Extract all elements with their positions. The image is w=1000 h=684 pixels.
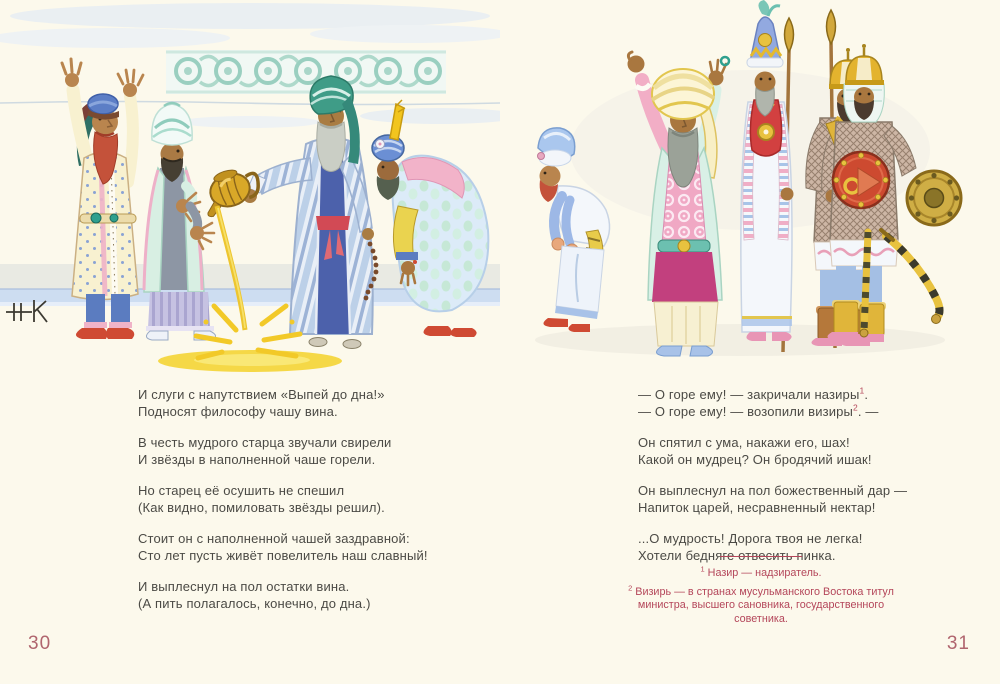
stanza [138,578,428,612]
poem-line: Стоит он с наполненной чашей заздравной: [138,531,410,546]
stanza [638,482,907,516]
footnote-divider [720,556,802,557]
figure-dignitary-tall-hat [741,0,794,341]
left-page-poem [138,386,428,626]
poem-line: — О горе ему! — возопили визиры$^2$. — [638,402,879,419]
poem-line: И слуги с напутствием «Выпей до дна!» [138,387,385,402]
poem-line: (А пить полагалось, конечно, до дна.) [138,596,371,611]
right-page-poem [638,386,907,578]
stanza [138,386,428,420]
poem-line: В честь мудрого старца звучали свирели [138,435,392,450]
footnotes-block [600,556,922,631]
poem-line: Какой он мудрец? Он бродячий ишак! [638,452,872,467]
footnote-mark-1: 1 [859,385,865,396]
poem-line: — О горе ему! — закричали назиры$^1$. [638,385,869,402]
poem-line: И выплеснул на пол остатки вина. [138,579,350,594]
stanza [138,482,428,516]
poem-line: Но старец её осушить не спешил [138,483,345,498]
stanza [638,386,907,420]
red-shield [833,152,889,208]
poem-line: Подносят философу чашу вина. [138,404,338,419]
poem-line: Хотели бедняге отвесить пинка. [638,548,836,563]
footnote-mark-2: 2 [853,402,858,413]
poem-line: Напиток царей, несравненный нектар! [638,500,876,515]
poem-line: Он выплеснул на пол божественный дар — [638,483,908,498]
curved-saber [881,230,941,324]
poem-line: ...О мудрость! Дорога твоя не легка! [638,531,863,546]
stanza [138,530,428,564]
poem-line: И звёзды в наполненной чаше горели. [138,452,376,467]
poem-line: (Как видно, помиловать звёзды решил). [138,500,385,515]
illustration-courtiers-guards-scene [500,0,1000,380]
poem-line: Сто лет пусть живёт повелитель наш славный! [138,548,428,563]
footnote: $^2$ Визирь — в странах мусульманского Востока титул министра, высшего сановника, государственного советника. [628,582,894,625]
figure-man-mint-robe [144,103,216,340]
footnote: $^1$ Назир — надзиратель. [700,564,822,579]
frieze-ornament [166,50,446,94]
gold-shield [907,171,961,225]
stanza [638,434,907,468]
illustration-wine-pouring-scene [0,0,500,380]
page-number-left: 30 [28,633,52,654]
page-number-right: 31 [946,633,970,654]
poem-line: Он спятил с ума, накажи его, шах! [638,435,850,450]
stanza [138,434,428,468]
